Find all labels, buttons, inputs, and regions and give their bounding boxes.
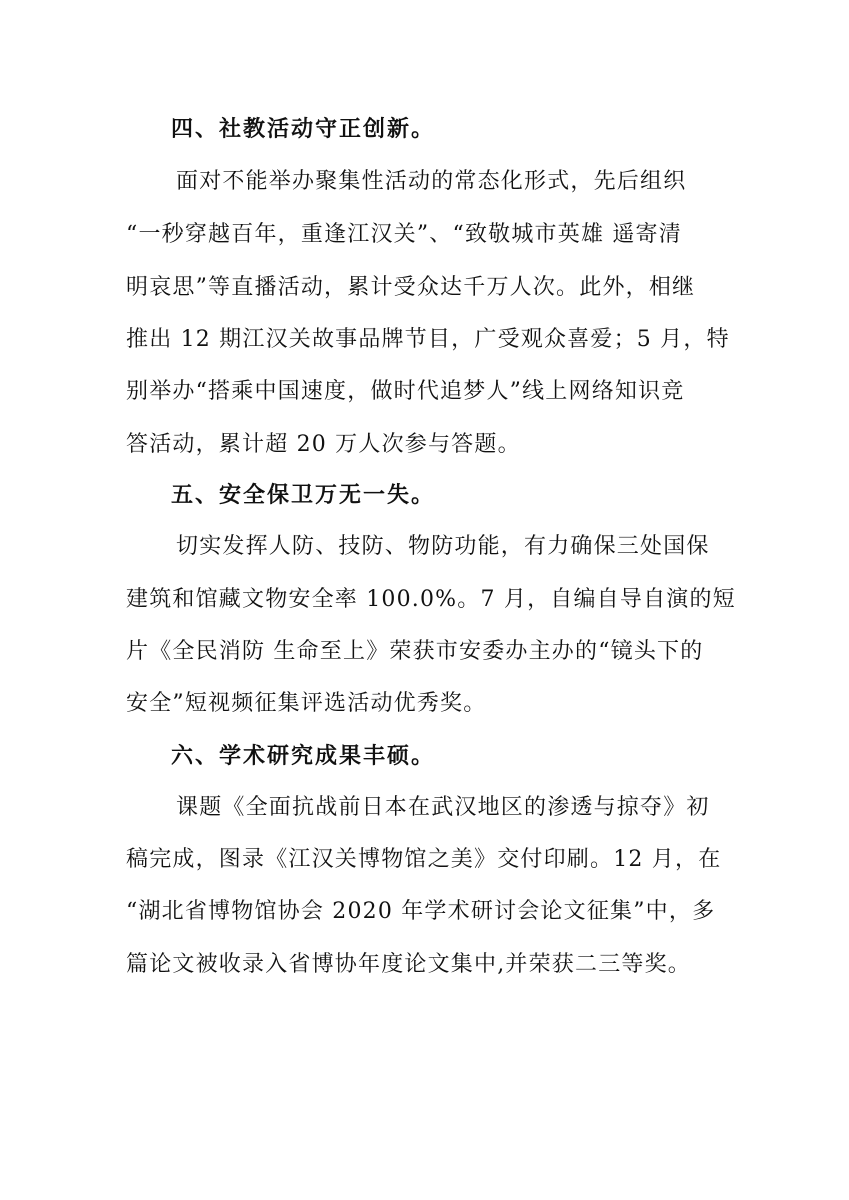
- paragraph-line: 课题《全面抗战前日本在武汉地区的渗透与掠夺》初: [176, 795, 710, 820]
- paragraph-line: 答活动，累计超 20 万人次参与答题。: [126, 432, 521, 457]
- paragraph-line: “一秒穿越百年，重逢江汉关”、“致敬城市英雄 遥寄清: [126, 222, 682, 247]
- paragraph-line: 片《全民消防 生命至上》荣获市安委办主办的“镜头下的: [126, 639, 704, 664]
- paragraph-line: 篇论文被收录入省博协年度论文集中,并荣获二三等奖。: [126, 952, 691, 977]
- paragraph-line: “湖北省博物馆协会 2020 年学术研讨会论文征集”中，多: [126, 899, 716, 924]
- paragraph-line: 稿完成，图录《江汉关博物馆之美》交付印刷。12 月，在: [126, 847, 722, 872]
- section-heading-5: 五、安全保卫万无一失。: [171, 482, 436, 508]
- paragraph-line: 推出 12 期江汉关故事品牌节目，广受观众喜爱；5 月，特: [126, 327, 730, 352]
- paragraph-line: 建筑和馆藏文物安全率 100.0%。7 月，自编自导自演的短: [126, 587, 736, 612]
- paragraph-line: 面对不能举办聚集性活动的常态化形式，先后组织: [176, 169, 687, 194]
- paragraph-line: 别举办“搭乘中国速度，做时代追梦人”线上网络知识竞: [126, 379, 685, 404]
- paragraph-line: 明哀思”等直播活动，累计受众达千万人次。此外，相继: [126, 275, 696, 300]
- section-heading-6: 六、学术研究成果丰硕。: [171, 743, 436, 769]
- section-heading-4: 四、社教活动守正创新。: [171, 116, 436, 142]
- paragraph-line: 切实发挥人防、技防、物防功能，有力确保三处国保: [176, 534, 710, 559]
- paragraph-line: 安全”短视频征集评选活动优秀奖。: [126, 691, 487, 716]
